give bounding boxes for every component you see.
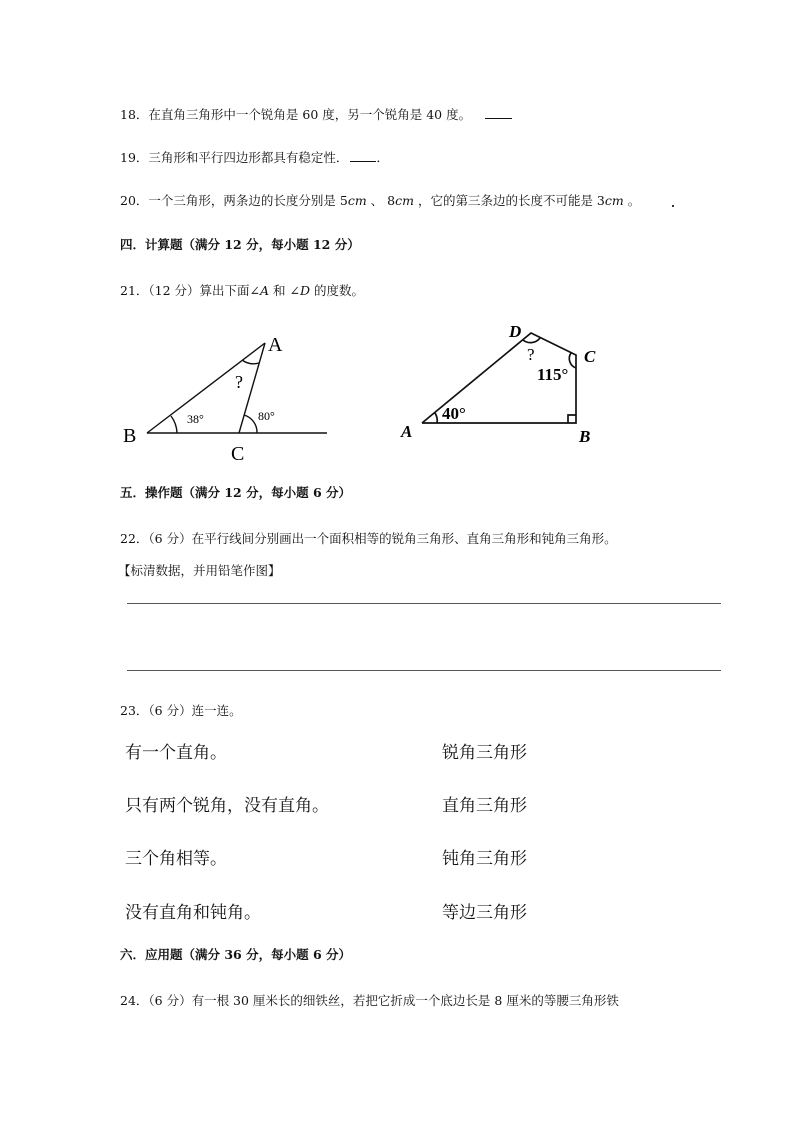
answer-blank[interactable] [350, 149, 376, 162]
vertex-a-label: A [401, 422, 413, 441]
match-left-item[interactable]: 只有两个锐角，没有直角。 [125, 796, 329, 816]
question-number: 22． [120, 531, 149, 546]
question-text: （6 分）连一连。 [148, 703, 242, 718]
side-ba [147, 343, 265, 433]
angle-d-arc [523, 338, 540, 343]
question-number: 23． [120, 703, 149, 718]
question-number: 24． [120, 993, 149, 1008]
angle-a-value: 40° [442, 404, 466, 423]
match-left-item[interactable]: 有一个直角。 [125, 743, 227, 763]
match-right-item[interactable]: 直角三角形 [442, 796, 527, 816]
stray-dot [672, 205, 674, 207]
angle-b-arc [171, 416, 177, 433]
question-text: （12 分）算出下面 [148, 283, 250, 298]
section-4-heading: 四．计算题（满分 12 分，每小题 12 分） [120, 237, 360, 252]
question-22-note: 【标清数据，并用铅笔作图】 [118, 563, 281, 578]
question-text: （6 分）有一根 30 厘米长的细铁丝，若把它折成一个底边长是 8 厘米的等腰三角形铁 [148, 993, 619, 1008]
angle-b-value: 38° [187, 412, 204, 426]
question-tail: ． [376, 150, 389, 165]
question-number: 20． [120, 193, 149, 208]
angle-a-arc [242, 360, 259, 364]
question-number: 19． [120, 150, 149, 165]
question-text: 三角形和平行四边形都具有稳定性． [148, 150, 349, 165]
match-right-item[interactable]: 等边三角形 [442, 903, 527, 923]
section-5-heading: 五．操作题（满分 12 分，每小题 6 分） [120, 485, 352, 500]
angle-a-arc [435, 413, 437, 423]
angle-ext-arc [244, 415, 257, 433]
match-left-item[interactable]: 没有直角和钝角。 [125, 903, 261, 923]
parallel-line-bottom [127, 670, 721, 671]
section-6-heading: 六．应用题（满分 36 分，每小题 6 分） [120, 947, 352, 962]
angle-a-label: ∠A [249, 283, 270, 298]
question-number: 21． [120, 283, 149, 298]
vertex-c-label: C [231, 443, 245, 465]
question-text: ，它的第三条边的长度不可能是 3 [413, 193, 605, 208]
question-text: 的度数。 [310, 283, 364, 298]
question-text: 、 8 [366, 193, 396, 208]
angle-ext-value: 80° [258, 409, 275, 423]
vertex-a-label: A [268, 334, 283, 356]
angle-c-value: 115° [537, 365, 569, 384]
question-18 [120, 106, 512, 123]
quadrilateral-figure [395, 315, 615, 450]
vertex-d-label: D [509, 322, 522, 341]
question-19 [120, 149, 389, 166]
question-21 [120, 283, 364, 299]
right-angle-mark-b [568, 415, 576, 423]
question-23 [120, 703, 242, 719]
match-right-item[interactable]: 钝角三角形 [442, 849, 527, 869]
vertex-b-label: B [123, 425, 137, 447]
parallel-line-top [127, 603, 721, 604]
vertex-c-label: C [584, 347, 596, 366]
angle-d-label: ∠D [289, 283, 311, 298]
question-24 [120, 993, 619, 1009]
question-20 [120, 193, 640, 209]
unit-cm: cm [347, 193, 367, 208]
vertex-b-label: B [579, 427, 591, 446]
question-number: 18． [120, 107, 149, 122]
question-text: 在直角三角形中一个锐角是 60 度，另一个锐角是 40 度。 [148, 107, 472, 122]
question-22 [120, 531, 617, 547]
unknown-angle-label: ? [235, 372, 243, 392]
question-text: 一个三角形，两条边的长度分别是 5 [148, 193, 348, 208]
question-text: （6 分）在平行线间分别画出一个面积相等的锐角三角形、直角三角形和钝角三角形。 [148, 531, 617, 546]
question-text: 。 [623, 193, 641, 208]
question-text: 和 [269, 283, 290, 298]
unit-cm: cm [604, 193, 624, 208]
match-right-item[interactable]: 锐角三角形 [442, 743, 527, 763]
unknown-angle-label: ? [527, 345, 535, 364]
match-left-item[interactable]: 三个角相等。 [125, 849, 227, 869]
answer-blank[interactable] [485, 106, 512, 119]
unit-cm: cm [395, 193, 414, 208]
triangle-figure [115, 320, 345, 470]
